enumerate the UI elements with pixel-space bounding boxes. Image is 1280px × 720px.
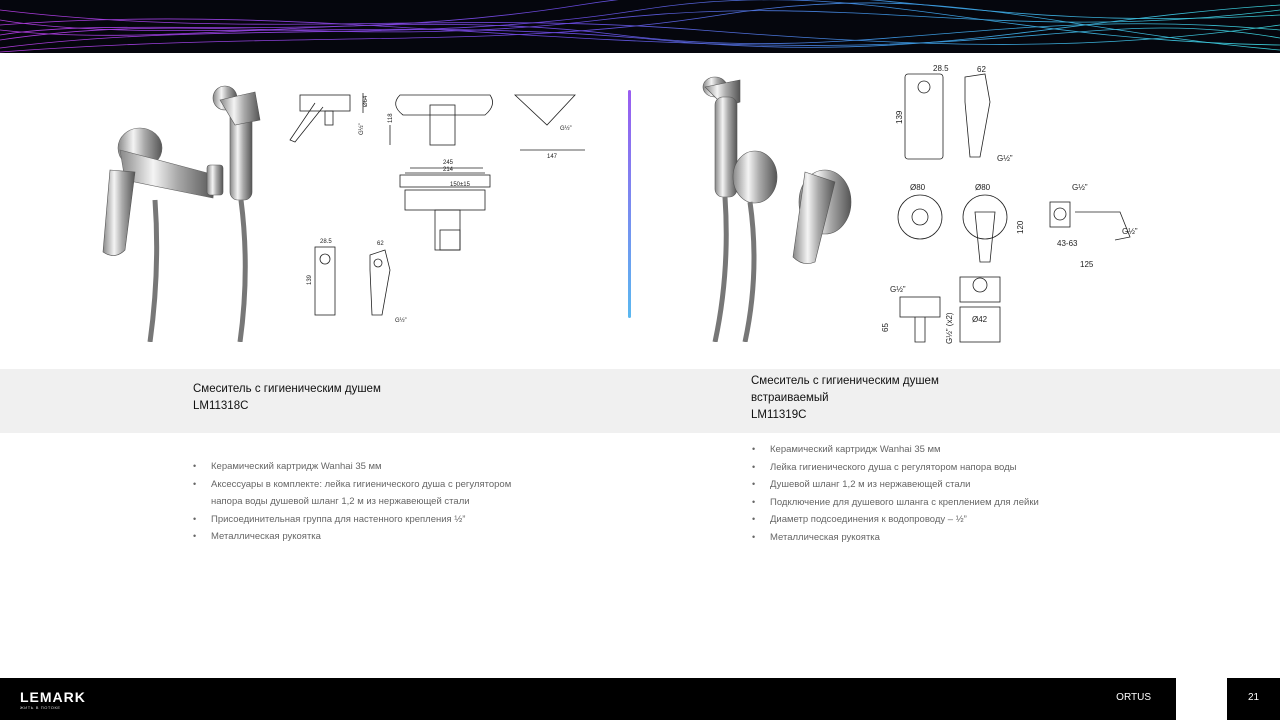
wave-lines-graphic <box>0 0 1280 53</box>
logo-text: LEMARK <box>20 689 86 705</box>
right-product-photo <box>695 72 860 342</box>
header-banner <box>0 0 1280 53</box>
dim-g12a: G½” <box>359 123 365 135</box>
r-dim-h65: 65 <box>881 323 890 332</box>
feature-text: Диаметр подсоединения к водопроводу – ½” <box>770 514 967 525</box>
r-dim-w4363: 43-63 <box>1057 239 1078 248</box>
page-number: 21 <box>1247 692 1260 703</box>
r-dim-g12x2: G½” (x2) <box>945 312 954 344</box>
r-dim-g12b: G½” <box>1072 183 1088 192</box>
feature-text: Керамический картридж Wanhai 35 мм <box>211 461 382 472</box>
dim-h139: 139 <box>307 274 313 285</box>
feature-text: Душевой шланг 1,2 м из нержавеющей стали <box>770 479 971 490</box>
left-technical-drawing <box>285 85 595 325</box>
r-dim-w125: 125 <box>1080 260 1094 269</box>
list-item <box>193 528 511 546</box>
right-title-line2: встраиваемый <box>751 392 829 404</box>
feature-text: Керамический картридж Wanhai 35 мм <box>770 444 941 455</box>
feature-text-cont: напора воды душевой шланг 1,2 м из нержавеющей стали <box>211 496 470 507</box>
r-dim-h120: 120 <box>1016 220 1025 234</box>
r-dim-d80b: Ø80 <box>975 183 991 192</box>
list-item <box>752 529 1039 547</box>
r-dim-h139: 139 <box>895 110 904 124</box>
right-feature-list <box>752 441 1039 546</box>
feature-text: Подключение для душевого шланга с креплением для лейки <box>770 496 1039 508</box>
list-item <box>752 476 1039 494</box>
dim-w28: 28.5 <box>320 239 332 245</box>
r-dim-g12c: G½” <box>1122 227 1138 236</box>
r-dim-g12a: G½” <box>997 154 1013 163</box>
dim-w214: 214 <box>443 167 454 173</box>
right-technical-drawing <box>880 62 1150 352</box>
footer-bar <box>0 678 1176 720</box>
list-item <box>752 459 1039 477</box>
list-item <box>752 441 1039 459</box>
dim-g12c: G½” <box>395 318 407 324</box>
left-model-code: LM11318C <box>193 400 249 412</box>
feature-text: Металлическая рукоятка <box>211 531 321 542</box>
right-product-title <box>751 373 939 424</box>
dim-g12b: G½” <box>560 126 572 132</box>
right-title-line1: Смеситель с гигиеническим душем <box>751 375 939 387</box>
list-item <box>193 476 511 511</box>
feature-text: Металлическая рукоятка <box>770 531 880 543</box>
left-feature-list <box>193 458 511 546</box>
left-product-photo <box>95 80 275 342</box>
feature-text: Лейка гигиенического душа с регулятором напора воды <box>770 461 1017 473</box>
r-dim-w28: 28.5 <box>933 64 949 73</box>
list-item <box>193 458 511 476</box>
title-band <box>0 369 1280 433</box>
left-product-title <box>193 381 381 415</box>
brand-logo <box>20 690 86 710</box>
feature-text: Присоединительная группа для настенного крепления ½” <box>211 513 466 525</box>
dim-w245: 245 <box>443 160 454 166</box>
list-item <box>193 511 511 529</box>
list-item <box>752 494 1039 512</box>
r-dim-w62: 62 <box>977 65 986 74</box>
dim-w150: 150±15 <box>450 182 470 188</box>
r-dim-d80a: Ø80 <box>910 183 926 192</box>
dim-h118: 118 <box>388 113 394 123</box>
feature-text: • Аксессуары в комплекте: лейка гигиенического душа с регулятором <box>211 478 512 490</box>
product-divider <box>628 90 631 318</box>
dim-w147: 147 <box>547 154 558 160</box>
page-number-box <box>1227 678 1280 720</box>
r-dim-d42: Ø42 <box>972 315 988 324</box>
right-model-code: LM11319C <box>751 409 807 421</box>
dim-w62: 62 <box>377 241 384 247</box>
list-item <box>752 511 1039 529</box>
left-title-line1: Смеситель с гигиеническим душем <box>193 383 381 395</box>
logo-tagline: ЖИТЬ В ПОТОКЕ <box>20 705 61 710</box>
series-name: ORTUS <box>1116 692 1151 703</box>
r-dim-g12d: G½” <box>890 285 906 294</box>
dim-d64: Ø64 <box>363 95 369 107</box>
